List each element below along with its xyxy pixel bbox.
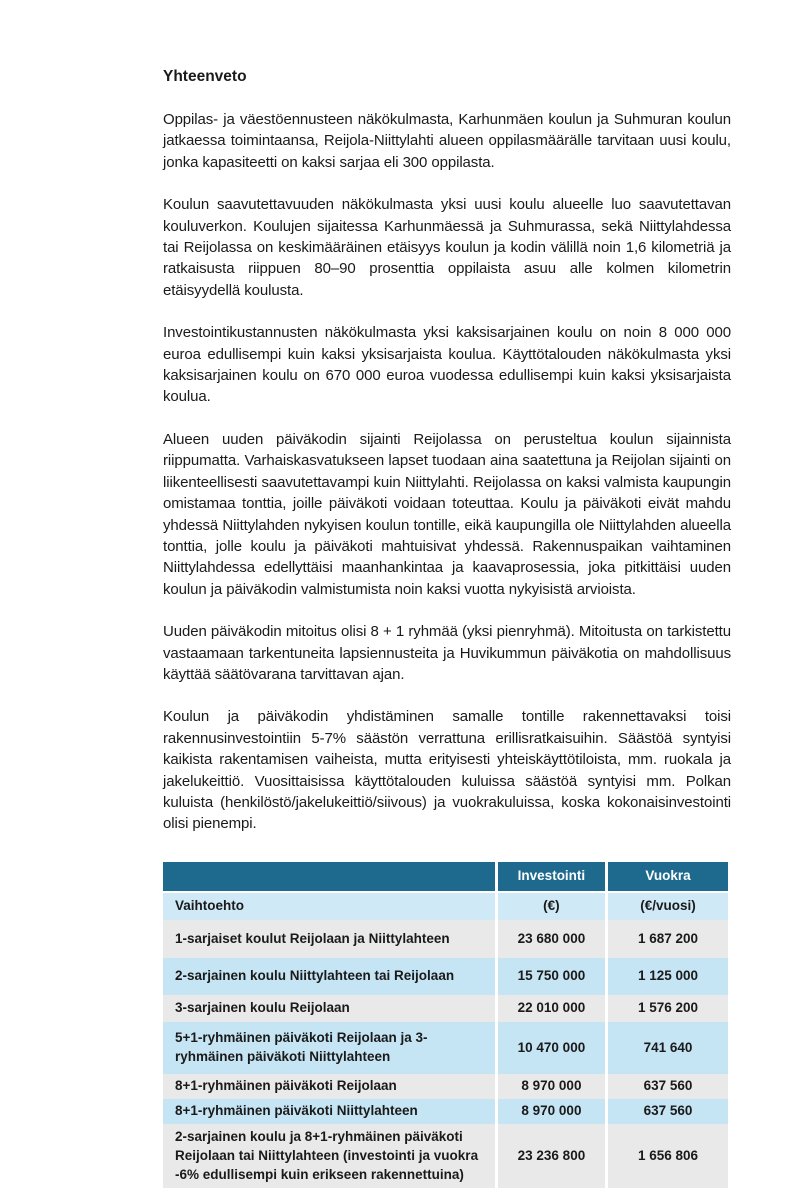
row-rent-cell: 637 560 <box>607 1099 728 1124</box>
row-investment-cell: 15 750 000 <box>496 958 606 995</box>
row-option-cell: 8+1-ryhmäinen päiväkoti Reijolaan <box>163 1074 496 1099</box>
subheader-investointi-unit: (€) <box>496 892 606 920</box>
header-investointi: Investointi <box>496 862 606 892</box>
cost-comparison-table <box>163 862 728 1188</box>
table-row <box>163 958 728 995</box>
row-rent-cell: 1 125 000 <box>607 958 728 995</box>
table-header-row <box>163 862 728 892</box>
page-title: Yhteenveto <box>163 68 247 85</box>
row-option-cell: 8+1-ryhmäinen päiväkoti Niittylahteen <box>163 1099 496 1124</box>
table-row <box>163 920 728 959</box>
table-row <box>163 1124 728 1188</box>
header-empty-cell <box>163 862 496 892</box>
table-row <box>163 1099 728 1124</box>
paragraph-saavutettavuus: Koulun saavutettavuuden näkökulmasta yksi uusi koulu alueelle luo saavutettavan kouluverkon. Koulujen sijaitessa Karhunmäessä ja Suhmurassa, sekä Niittylahdessa tai Reijolassa on keskimääräinen etäisyys koulun ja kodin välillä noin 1,6 kilometriä ja ratkaisusta riippuen 80–90 prosenttia oppilaista asuu alle kolmen kilometrin etäisyydellä koulusta. <box>163 196 731 299</box>
row-investment-cell: 8 970 000 <box>496 1099 606 1124</box>
paragraph-oppilasennuste: Oppilas- ja väestöennusteen näkökulmasta, Karhunmäen koulun ja Suhmuran koulun jatkaessa toimintaansa, Reijola-Niittylahti alueen oppilasmäärälle tarvitaan uusi koulu, jonka kapasiteetti on kaksi sarjaa eli 300 oppilasta. <box>163 111 731 171</box>
row-rent-cell: 637 560 <box>607 1074 728 1099</box>
row-investment-cell: 10 470 000 <box>496 1022 606 1074</box>
subheader-vuokra-unit: (€/vuosi) <box>607 892 728 920</box>
row-investment-cell: 23 680 000 <box>496 920 606 959</box>
row-option-cell: 2-sarjainen koulu Niittylahteen tai Reijolaan <box>163 958 496 995</box>
table-row <box>163 1022 728 1074</box>
paragraph-investointikustannukset: Investointikustannusten näkökulmasta yksi kaksisarjainen koulu on noin 8 000 000 euroa edullisempi kuin kaksi yksisarjaista koulua. Käyttötalouden näkökulmasta yksi kaksisarjainen koulu on 670 000 euroa vuodessa edullisempi kuin kaksi yksisarjaista koulua. <box>163 324 731 406</box>
row-investment-cell: 23 236 800 <box>496 1124 606 1188</box>
row-rent-cell: 1 576 200 <box>607 995 728 1022</box>
row-rent-cell: 741 640 <box>607 1022 728 1074</box>
table-row <box>163 995 728 1022</box>
row-investment-cell: 8 970 000 <box>496 1074 606 1099</box>
row-option-cell: 1-sarjaiset koulut Reijolaan ja Niittylahteen <box>163 920 496 959</box>
row-investment-cell: 22 010 000 <box>496 995 606 1022</box>
row-option-cell: 2-sarjainen koulu ja 8+1-ryhmäinen päiväkoti Reijolaan tai Niittylahteen (investointi ja vuokra -6% edullisempi kuin erikseen rakennettuina) <box>163 1124 496 1188</box>
paragraph-paivakodin-mitoitus: Uuden päiväkodin mitoitus olisi 8 + 1 ryhmää (yksi pienryhmä). Mitoitusta on tarkistettu vastaamaan tarkentuneita lapsiennusteita ja Huvikummun päiväkotia on mahdollisuus käyttää säätövarana tarvittavan ajan. <box>163 623 731 683</box>
row-rent-cell: 1 656 806 <box>607 1124 728 1188</box>
row-option-cell: 3-sarjainen koulu Reijolaan <box>163 995 496 1022</box>
row-rent-cell: 1 687 200 <box>607 920 728 959</box>
table-subheader-row <box>163 892 728 920</box>
row-option-cell: 5+1-ryhmäinen päiväkoti Reijolaan ja 3-ryhmäinen päiväkoti Niittylahteen <box>163 1022 496 1074</box>
paragraph-yhdistaminen: Koulun ja päiväkodin yhdistäminen samalle tontille rakennettavaksi toisi rakennusinvestointiin 5-7% säästön verrattuna erillisratkaisuihin. Säästöä syntyisi kaikista rakentamisen vaiheista, mutta erityisesti yhteiskäyttötiloista, mm. ruokala ja jakelukeittiö. Vuosittaisissa käyttötalouden kuluissa säästöä syntyisi mm. Polkan kuluista (henkilöstö/jakelukeittiö/siivous) ja vuokrakuluissa, koska kokonaisinvestointi olisi pienempi. <box>163 708 731 833</box>
paragraph-paivakodin-sijainti: Alueen uuden päiväkodin sijainti Reijolassa on perusteltua koulun sijainnista riippumatta. Varhaiskasvatukseen lapset tuodaan aina saatettuna ja Reijolan sijainti on liikenteellisesti saavutettavampi kuin Niittylahti. Reijolassa on kaksi valmista kaupungin omistamaa tonttia, joille päiväkoti voidaan toteuttaa. Koulu ja päiväkoti eivät mahdu yhdessä Niittylahden nykyisen koulun tontille, eikä kaupungilla ole Niittylahden alueella tonttia, jolle koulu ja päiväkoti mahtuisivat yhdessä. Rakennuspaikan vaihtaminen Niittylahdessa edellyttäisi maanhankintaa ja kaavaprosessia, joka pitkittäisi uuden koulun ja päiväkodin valmistumista noin kaksi vuotta nykyisistä arvioista. <box>163 430 731 598</box>
table-row <box>163 1074 728 1099</box>
subheader-vaihtoehto: Vaihtoehto <box>163 892 496 920</box>
header-vuokra: Vuokra <box>607 862 728 892</box>
